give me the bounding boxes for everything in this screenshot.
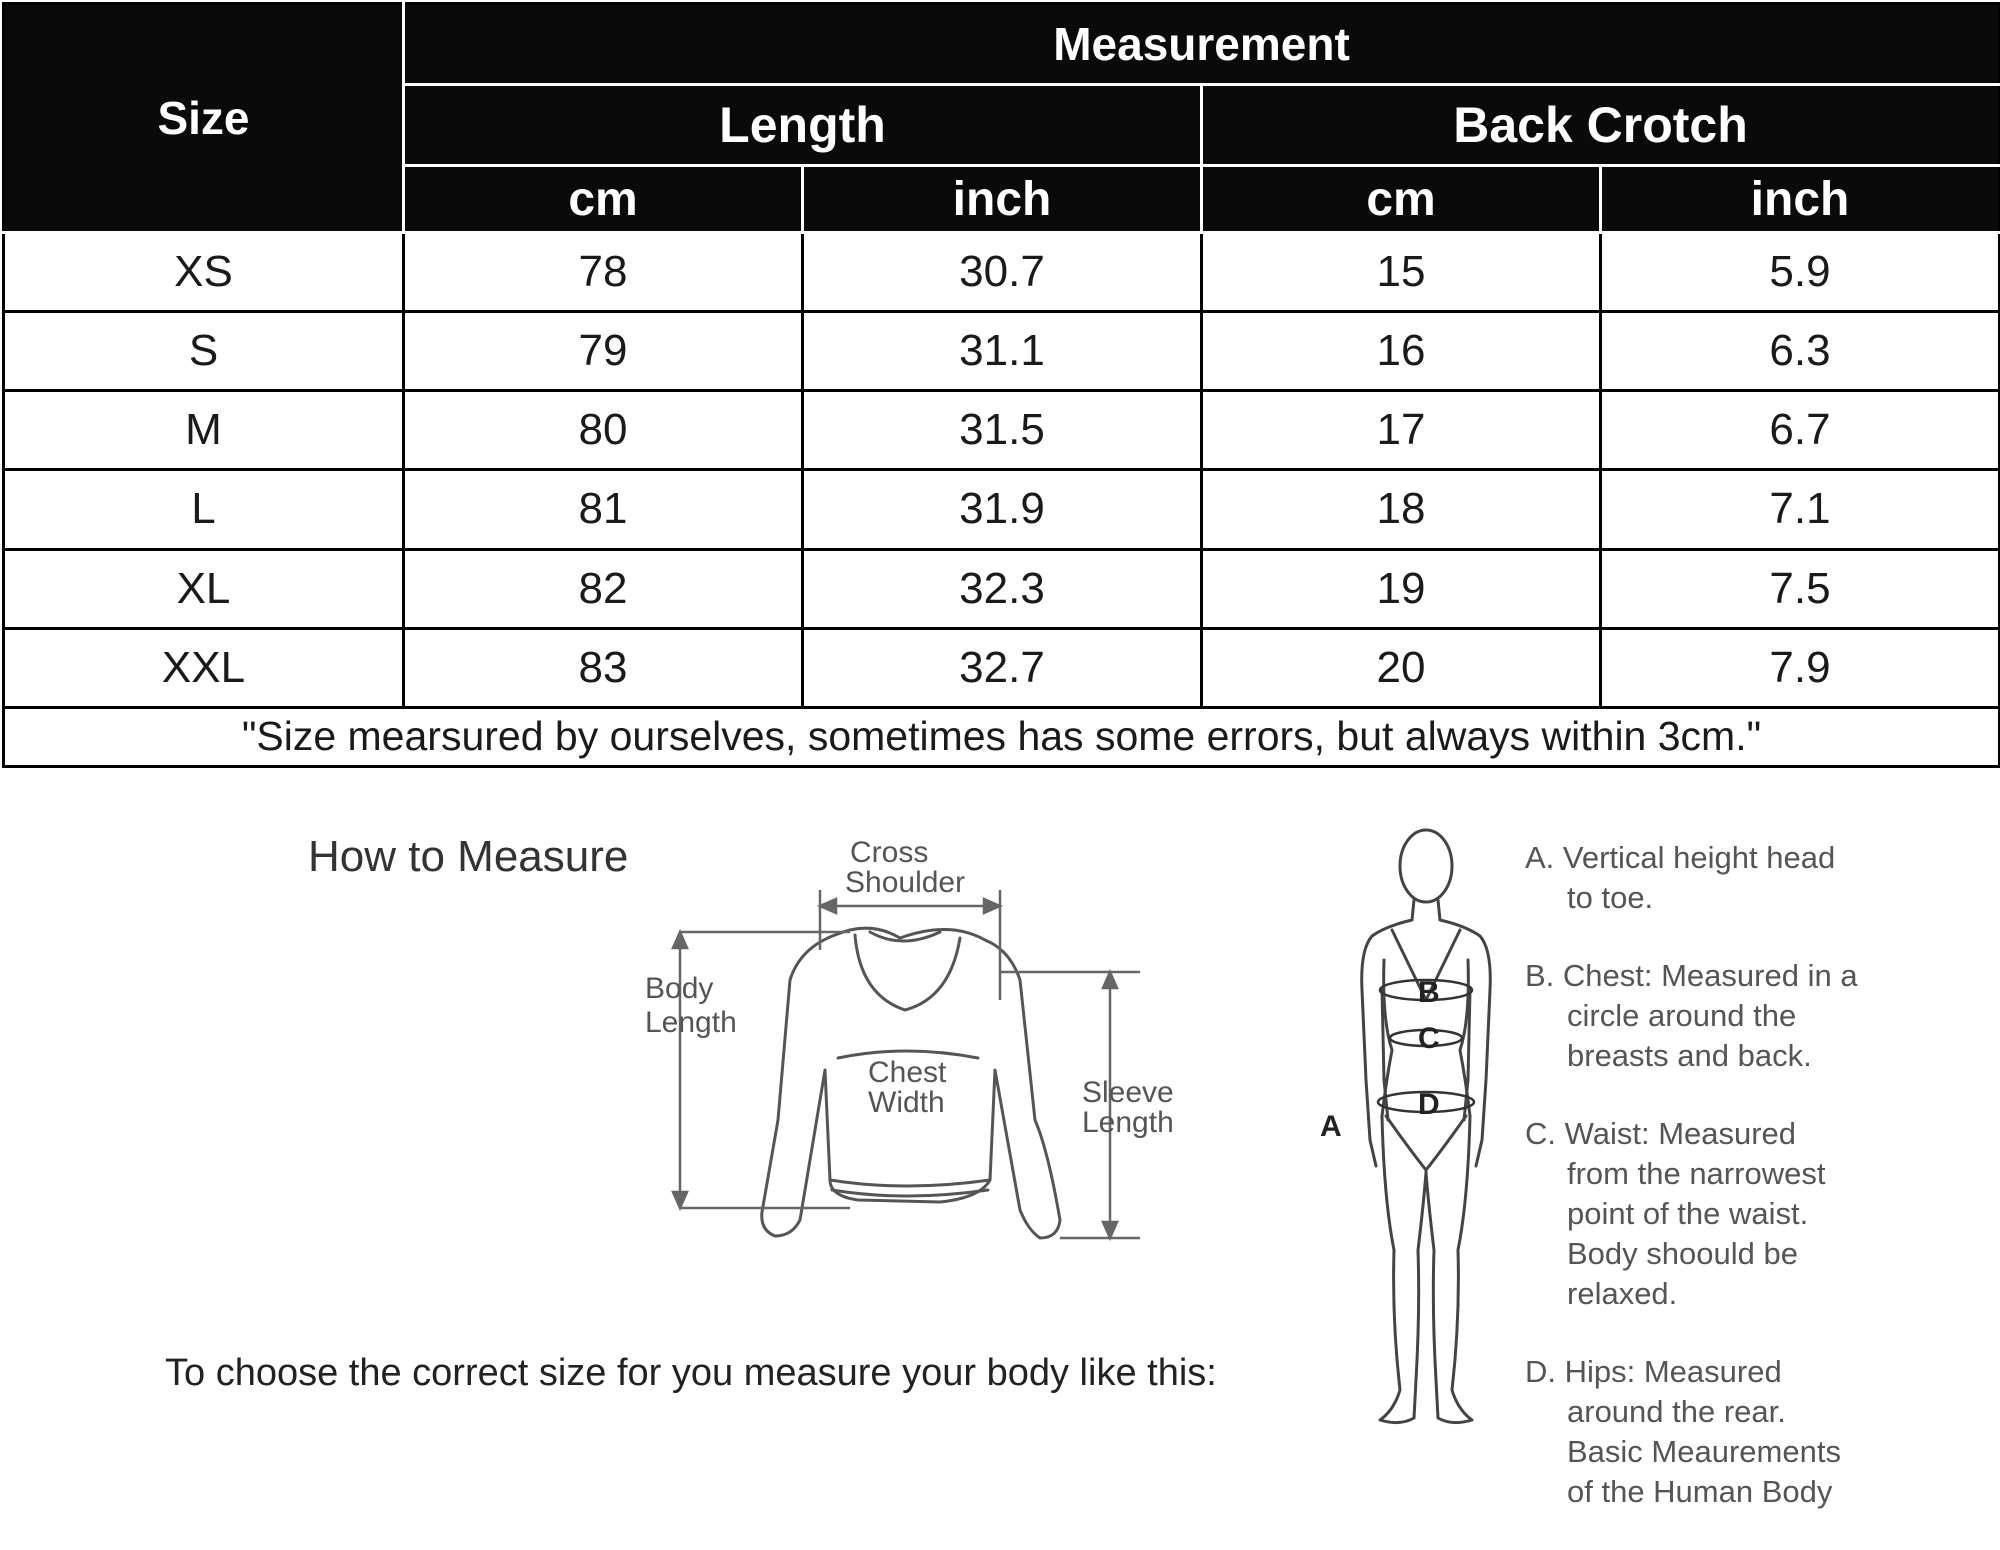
size-cell: M xyxy=(4,391,404,470)
unit-header: inch xyxy=(1601,166,2000,233)
length-cm-cell: 82 xyxy=(404,549,803,628)
size-header: Size xyxy=(4,4,404,233)
size-cell: XL xyxy=(4,549,404,628)
length-inch-cell: 32.3 xyxy=(803,549,1202,628)
length-inch-cell: 31.5 xyxy=(803,391,1202,470)
table-row xyxy=(4,628,2000,707)
chest-width-label: Width xyxy=(868,1086,945,1119)
body-length-label: Body xyxy=(645,972,714,1005)
legend-item-a: A. Vertical height head to toe. xyxy=(1525,840,1836,915)
human-body-figure xyxy=(1290,820,1520,1480)
body-label-d: D xyxy=(1418,1088,1440,1121)
table-note-row xyxy=(4,707,2000,766)
unit-header: inch xyxy=(803,166,1202,233)
crotch-cm-cell: 18 xyxy=(1202,470,1601,549)
length-inch-cell: 31.9 xyxy=(803,470,1202,549)
size-cell: L xyxy=(4,470,404,549)
unit-header: cm xyxy=(1202,166,1601,233)
crotch-cm-cell: 15 xyxy=(1202,233,1601,312)
table-row xyxy=(4,470,2000,549)
size-note: "Size mearsured by ourselves, sometimes has some errors, but always within 3cm." xyxy=(4,707,2000,766)
crotch-inch-cell: 7.5 xyxy=(1601,549,2000,628)
crotch-inch-cell: 7.1 xyxy=(1601,470,2000,549)
crotch-inch-cell: 6.7 xyxy=(1601,391,2000,470)
legend-item-b: B. Chest: Measured in a circle around the breasts and back. xyxy=(1525,958,1858,1073)
size-cell: XXL xyxy=(4,628,404,707)
crotch-cm-cell: 19 xyxy=(1202,549,1601,628)
crotch-inch-cell: 7.9 xyxy=(1601,628,2000,707)
length-cm-cell: 83 xyxy=(404,628,803,707)
measurement-legend xyxy=(1525,838,1995,1550)
cross-shoulder-label: Cross xyxy=(850,836,929,869)
sleeve-length-label: Length xyxy=(1082,1106,1174,1139)
crotch-inch-cell: 6.3 xyxy=(1601,312,2000,391)
chest-width-label: Chest xyxy=(868,1056,947,1089)
size-cell: S xyxy=(4,312,404,391)
body-label-a: A xyxy=(1320,1110,1342,1143)
unit-header: cm xyxy=(404,166,803,233)
table-row xyxy=(4,233,2000,312)
choose-size-instruction: To choose the correct size for you measure your body like this: xyxy=(165,1352,1217,1394)
length-inch-cell: 30.7 xyxy=(803,233,1202,312)
length-inch-cell: 31.1 xyxy=(803,312,1202,391)
body-label-c: C xyxy=(1418,1022,1440,1055)
table-row xyxy=(4,549,2000,628)
length-cm-cell: 78 xyxy=(404,233,803,312)
length-cm-cell: 80 xyxy=(404,391,803,470)
body-length-label: Length xyxy=(645,1006,737,1039)
legend-item-c: C. Waist: Measured from the narrowest point of the waist. Body shoould be relaxed. xyxy=(1525,1116,1826,1311)
crotch-cm-cell: 17 xyxy=(1202,391,1601,470)
cross-shoulder-label: Shoulder xyxy=(845,866,966,899)
legend-item-d: D. Hips: Measured around the rear. Basic Meaurements of the Human Body xyxy=(1525,1354,1841,1509)
body-label-b: B xyxy=(1418,976,1440,1009)
length-cm-cell: 81 xyxy=(404,470,803,549)
table-row xyxy=(4,312,2000,391)
size-chart-table xyxy=(2,2,2000,768)
length-cm-cell: 79 xyxy=(404,312,803,391)
back-crotch-header: Back Crotch xyxy=(1202,85,2000,166)
garment-diagram xyxy=(640,820,1200,1280)
crotch-inch-cell: 5.9 xyxy=(1601,233,2000,312)
crotch-cm-cell: 20 xyxy=(1202,628,1601,707)
crotch-cm-cell: 16 xyxy=(1202,312,1601,391)
measurement-header: Measurement xyxy=(404,4,2000,85)
how-to-measure-title: How to Measure xyxy=(308,832,629,881)
size-cell: XS xyxy=(4,233,404,312)
length-inch-cell: 32.7 xyxy=(803,628,1202,707)
sleeve-length-label: Sleeve xyxy=(1082,1076,1174,1109)
length-header: Length xyxy=(404,85,1202,166)
table-row xyxy=(4,391,2000,470)
